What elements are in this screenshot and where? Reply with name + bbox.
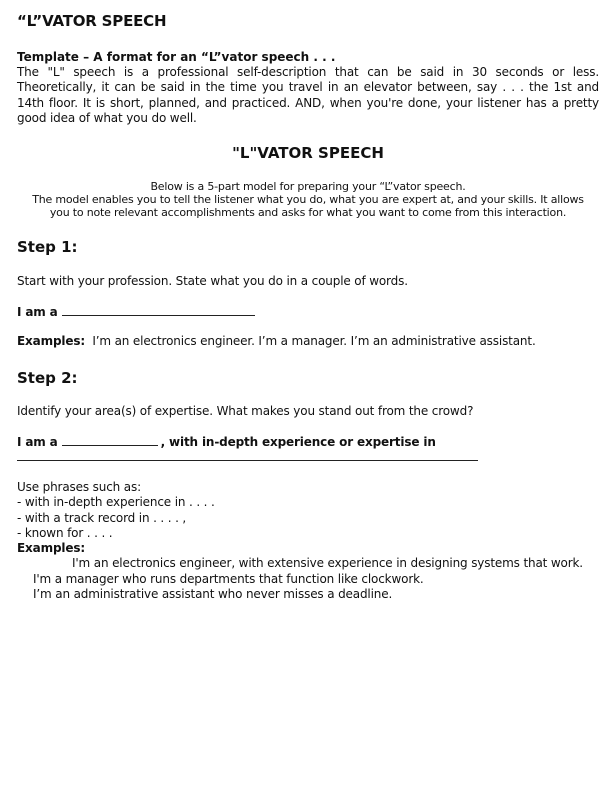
step-2-prompt-prefix: I am a [17, 435, 58, 449]
step-2-examples-label: Examples: [17, 541, 85, 556]
phrase-item: - with in-depth experience in . . . . [17, 495, 215, 510]
document-title: “L”VATOR SPEECH [17, 12, 167, 30]
step-1-prompt [17, 304, 258, 319]
example-item: I’m an administrative assistant who never misses a deadline. [33, 587, 393, 602]
step-1-heading: Step 1: [17, 238, 78, 256]
intro-line: The "L" speech is a professional self-description that can be said in 30 seconds or less. [17, 65, 599, 79]
section-intro [0, 180, 616, 220]
step-1-prompt-prefix: I am a [17, 305, 58, 319]
intro-paragraph [17, 65, 599, 126]
step-2-instruction: Identify your area(s) of expertise. What makes you stand out from the crowd? [17, 404, 474, 418]
phrase-item: - with a track record in . . . . , [17, 510, 187, 525]
step-2-heading: Step 2: [17, 369, 78, 387]
intro-line: good idea of what you do well. [17, 110, 197, 125]
example-item: I'm a manager who runs departments that function like clockwork. [33, 571, 424, 586]
step-1-instruction: Start with your profession. State what you do in a couple of words. [17, 274, 408, 288]
section-title: "L"VATOR SPEECH [232, 144, 384, 162]
step-2-prompt-suffix: , with in-depth experience or expertise in [160, 435, 436, 449]
step-2-prompt [17, 434, 436, 449]
step-1-examples-label: Examples: [17, 334, 85, 348]
step-2-profession-blank[interactable] [62, 434, 158, 446]
intro-line: Theoretically, it can be said in the time you travel in an elevator between, say . . . the 1st and [17, 80, 599, 95]
phrases-label: Use phrases such as: [17, 480, 141, 494]
phrase-item: - known for . . . . [17, 525, 113, 540]
step-1-examples-text: I’m an electronics engineer. I’m a manager. I’m an administrative assistant. [92, 334, 536, 348]
intro-line: 14th floor. It is short, planned, and practiced. AND, when you're done, your listener has a pretty [17, 95, 599, 110]
template-heading: Template – A format for an “L”vator speech . . . [17, 50, 336, 64]
section-intro-line: you to note relevant accomplishments and asks for what you want to come from this interaction. [49, 206, 567, 220]
step-1-examples [17, 334, 536, 348]
section-intro-line: The model enables you to tell the listener what you do, what you are expert at, and your skills. It allows [32, 193, 584, 207]
step-2-phrases [17, 480, 583, 602]
step-2-expertise-blank[interactable] [17, 460, 478, 461]
step-1-profession-blank[interactable] [62, 304, 255, 316]
example-item: I'm an electronics engineer, with extensive experience in designing systems that work. [72, 556, 583, 571]
section-intro-line: Below is a 5-part model for preparing your “L”vator speech. [150, 180, 466, 193]
